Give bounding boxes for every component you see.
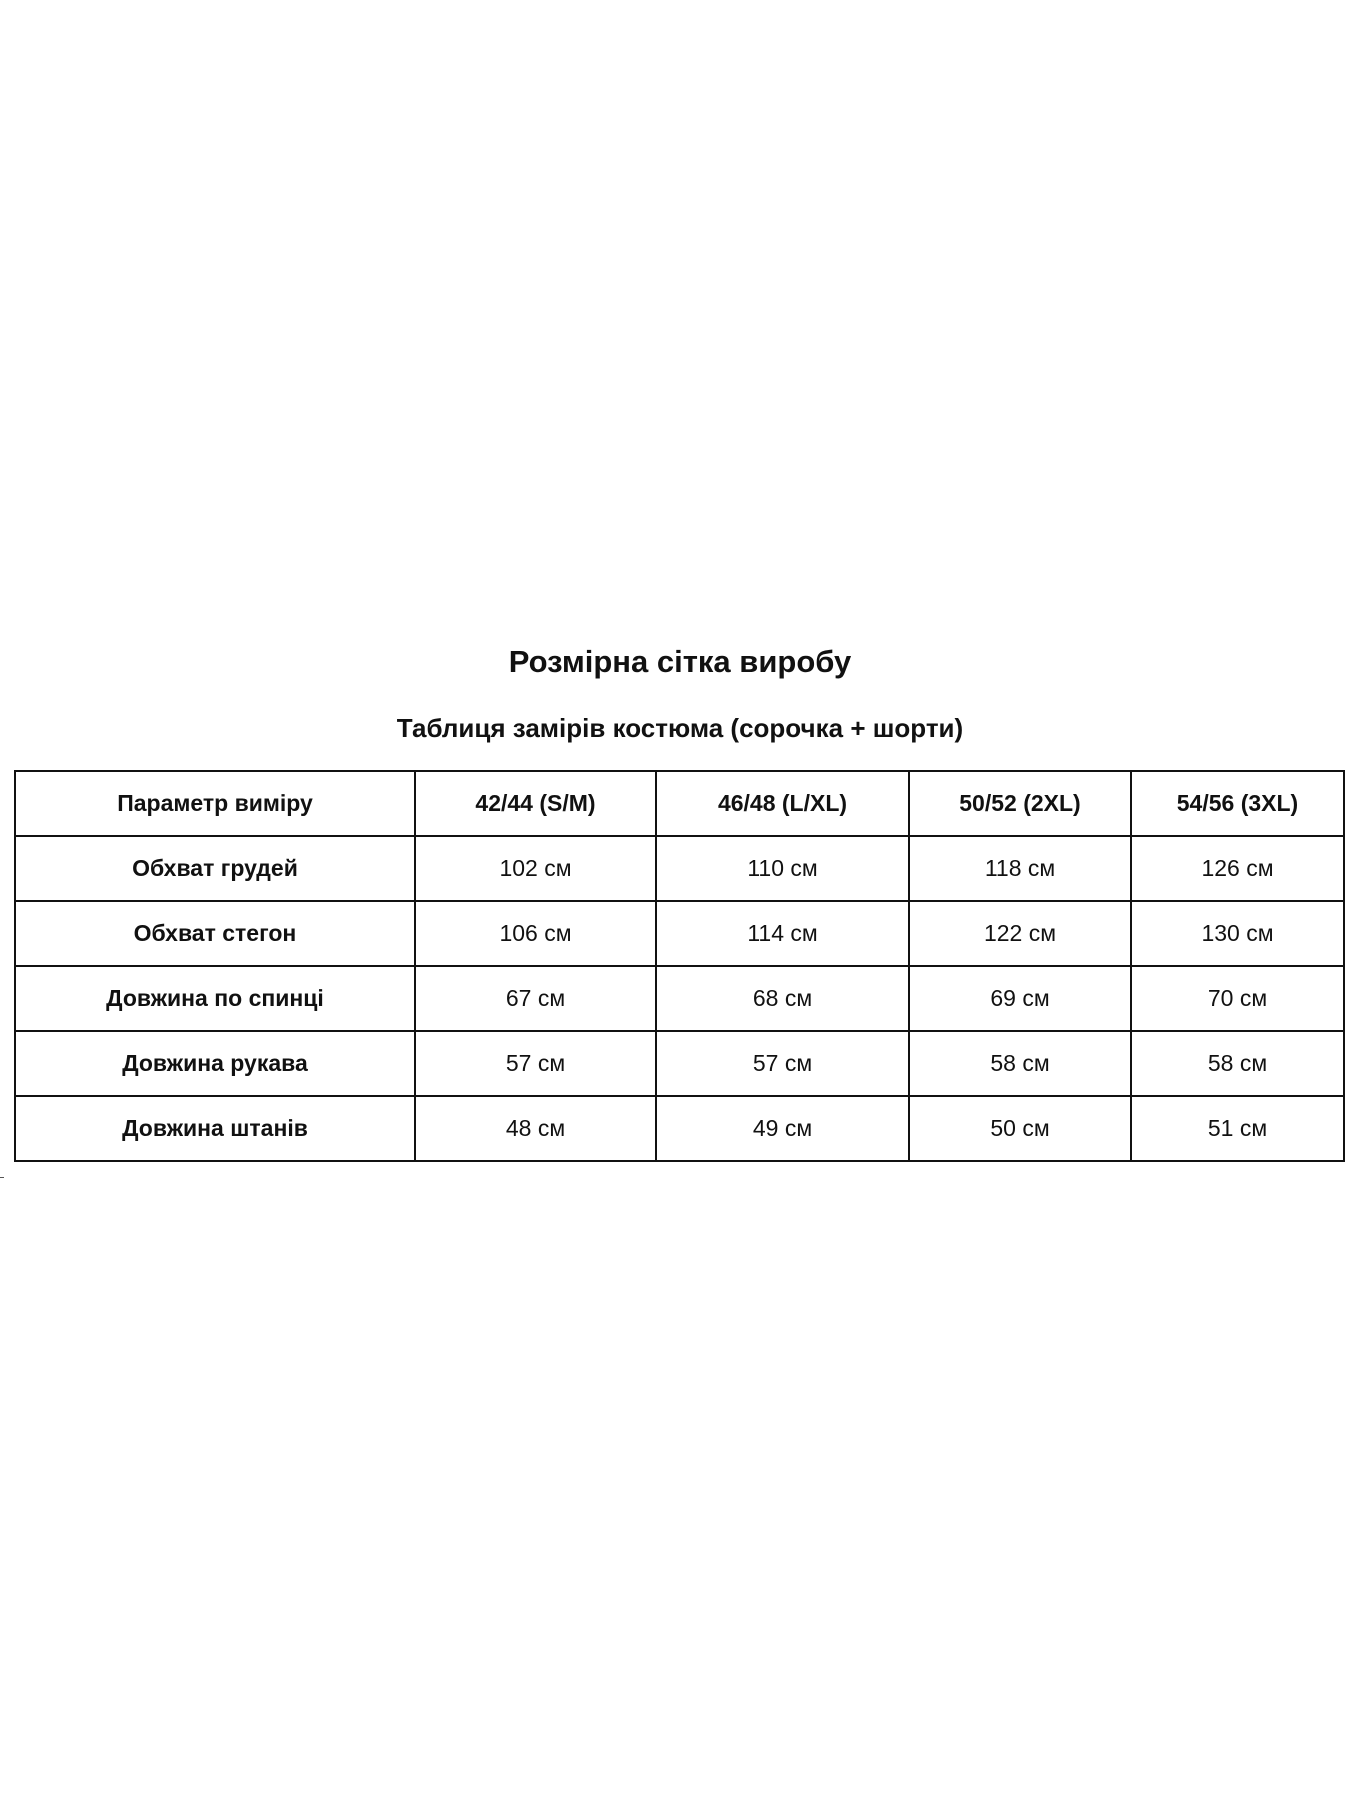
page-title: Розмірна сітка виробу: [508, 644, 852, 679]
table-cell: 110 см: [656, 836, 909, 901]
edge-mark: [0, 1177, 4, 1178]
page-subtitle: Таблиця замірів костюма (сорочка + шорти): [396, 713, 964, 743]
table-cell: 102 см: [415, 836, 656, 901]
header-size-s-m: 42/44 (S/M): [415, 771, 656, 836]
table-cell: 68 см: [656, 966, 909, 1031]
header-size-3xl: 54/56 (3XL): [1131, 771, 1344, 836]
table-cell: 106 см: [415, 901, 656, 966]
row-label: Довжина рукава: [15, 1031, 415, 1096]
table-cell: 70 см: [1131, 966, 1344, 1031]
header-size-2xl: 50/52 (2XL): [909, 771, 1131, 836]
size-table: [14, 770, 1345, 1162]
table-cell: 57 см: [656, 1031, 909, 1096]
table-cell: 69 см: [909, 966, 1131, 1031]
table-cell: 51 см: [1131, 1096, 1344, 1161]
table-cell: 67 см: [415, 966, 656, 1031]
table-row: [15, 901, 1344, 966]
table-cell: 126 см: [1131, 836, 1344, 901]
table-cell: 114 см: [656, 901, 909, 966]
row-label: Довжина по спинці: [15, 966, 415, 1031]
table-row: [15, 1096, 1344, 1161]
table-cell: 50 см: [909, 1096, 1131, 1161]
table-row: [15, 836, 1344, 901]
header-size-l-xl: 46/48 (L/XL): [656, 771, 909, 836]
header-parameter: Параметр виміру: [15, 771, 415, 836]
table-cell: 58 см: [909, 1031, 1131, 1096]
row-label: Обхват грудей: [15, 836, 415, 901]
row-label: Обхват стегон: [15, 901, 415, 966]
table-cell: 118 см: [909, 836, 1131, 901]
table-cell: 57 см: [415, 1031, 656, 1096]
row-label: Довжина штанів: [15, 1096, 415, 1161]
table-header-row: [15, 771, 1344, 836]
table-cell: 48 см: [415, 1096, 656, 1161]
table-row: [15, 1031, 1344, 1096]
table-cell: 58 см: [1131, 1031, 1344, 1096]
table-cell: 122 см: [909, 901, 1131, 966]
table-row: [15, 966, 1344, 1031]
table-cell: 49 см: [656, 1096, 909, 1161]
table-cell: 130 см: [1131, 901, 1344, 966]
